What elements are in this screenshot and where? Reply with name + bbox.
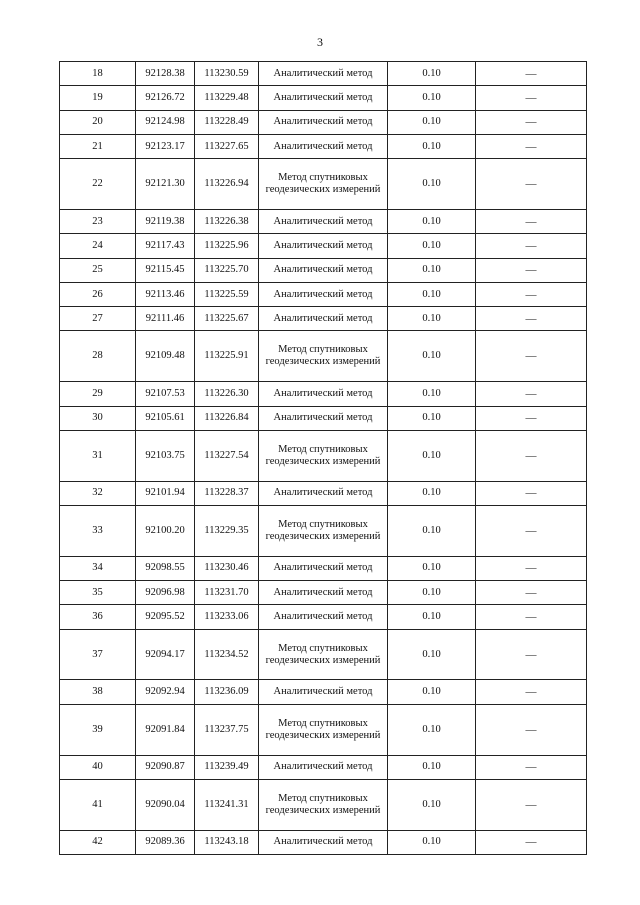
precision-cell: 0.10 [388, 382, 476, 406]
x-coordinate-cell: 92119.38 [136, 209, 195, 233]
note-cell: — [476, 830, 587, 854]
note-cell: — [476, 282, 587, 306]
y-coordinate-cell: 113241.31 [195, 779, 259, 830]
point-number-cell: 20 [60, 110, 136, 134]
x-coordinate-cell: 92090.04 [136, 779, 195, 830]
note-cell: — [476, 331, 587, 382]
y-coordinate-cell: 113230.46 [195, 556, 259, 580]
y-coordinate-cell: 113226.38 [195, 209, 259, 233]
method-cell: Метод спутниковых геодезических измерений [259, 629, 388, 680]
y-coordinate-cell: 113226.94 [195, 159, 259, 210]
table-row [60, 258, 587, 282]
x-coordinate-cell: 92090.87 [136, 755, 195, 779]
y-coordinate-cell: 113226.30 [195, 382, 259, 406]
precision-cell: 0.10 [388, 406, 476, 430]
y-coordinate-cell: 113239.49 [195, 755, 259, 779]
note-cell: — [476, 704, 587, 755]
precision-cell: 0.10 [388, 134, 476, 158]
x-coordinate-cell: 92100.20 [136, 505, 195, 556]
point-number-cell: 28 [60, 331, 136, 382]
note-cell: — [476, 605, 587, 629]
x-coordinate-cell: 92109.48 [136, 331, 195, 382]
note-cell: — [476, 430, 587, 481]
x-coordinate-cell: 92128.38 [136, 62, 195, 86]
y-coordinate-cell: 113236.09 [195, 680, 259, 704]
precision-cell: 0.10 [388, 680, 476, 704]
point-number-cell: 40 [60, 755, 136, 779]
point-number-cell: 34 [60, 556, 136, 580]
note-cell: — [476, 62, 587, 86]
precision-cell: 0.10 [388, 282, 476, 306]
precision-cell: 0.10 [388, 159, 476, 210]
note-cell: — [476, 505, 587, 556]
y-coordinate-cell: 113225.59 [195, 282, 259, 306]
table-row [60, 581, 587, 605]
note-cell: — [476, 481, 587, 505]
table-row [60, 382, 587, 406]
y-coordinate-cell: 113227.54 [195, 430, 259, 481]
note-cell: — [476, 134, 587, 158]
precision-cell: 0.10 [388, 830, 476, 854]
y-coordinate-cell: 113243.18 [195, 830, 259, 854]
note-cell: — [476, 234, 587, 258]
x-coordinate-cell: 92094.17 [136, 629, 195, 680]
x-coordinate-cell: 92089.36 [136, 830, 195, 854]
method-cell: Аналитический метод [259, 134, 388, 158]
method-cell: Аналитический метод [259, 556, 388, 580]
method-cell: Аналитический метод [259, 282, 388, 306]
point-number-cell: 39 [60, 704, 136, 755]
y-coordinate-cell: 113230.59 [195, 62, 259, 86]
point-number-cell: 33 [60, 505, 136, 556]
point-number-cell: 36 [60, 605, 136, 629]
x-coordinate-cell: 92101.94 [136, 481, 195, 505]
x-coordinate-cell: 92126.72 [136, 86, 195, 110]
note-cell: — [476, 209, 587, 233]
point-number-cell: 22 [60, 159, 136, 210]
x-coordinate-cell: 92095.52 [136, 605, 195, 629]
precision-cell: 0.10 [388, 505, 476, 556]
precision-cell: 0.10 [388, 209, 476, 233]
note-cell: — [476, 110, 587, 134]
precision-cell: 0.10 [388, 110, 476, 134]
y-coordinate-cell: 113229.48 [195, 86, 259, 110]
table-row [60, 86, 587, 110]
note-cell: — [476, 406, 587, 430]
method-cell: Аналитический метод [259, 307, 388, 331]
method-cell: Аналитический метод [259, 382, 388, 406]
table-row [60, 62, 587, 86]
table-row [60, 830, 587, 854]
method-cell: Аналитический метод [259, 581, 388, 605]
table-row [60, 234, 587, 258]
method-cell: Аналитический метод [259, 209, 388, 233]
x-coordinate-cell: 92092.94 [136, 680, 195, 704]
table-row [60, 159, 587, 210]
x-coordinate-cell: 92124.98 [136, 110, 195, 134]
y-coordinate-cell: 113225.67 [195, 307, 259, 331]
precision-cell: 0.10 [388, 556, 476, 580]
y-coordinate-cell: 113228.37 [195, 481, 259, 505]
method-cell: Метод спутниковых геодезических измерений [259, 159, 388, 210]
y-coordinate-cell: 113233.06 [195, 605, 259, 629]
table-row [60, 505, 587, 556]
table-row [60, 680, 587, 704]
x-coordinate-cell: 92115.45 [136, 258, 195, 282]
y-coordinate-cell: 113229.35 [195, 505, 259, 556]
table-row [60, 406, 587, 430]
x-coordinate-cell: 92121.30 [136, 159, 195, 210]
precision-cell: 0.10 [388, 779, 476, 830]
x-coordinate-cell: 92111.46 [136, 307, 195, 331]
point-number-cell: 24 [60, 234, 136, 258]
point-number-cell: 31 [60, 430, 136, 481]
precision-cell: 0.10 [388, 430, 476, 481]
y-coordinate-cell: 113226.84 [195, 406, 259, 430]
method-cell: Аналитический метод [259, 86, 388, 110]
page-number: 3 [317, 35, 323, 49]
point-number-cell: 30 [60, 406, 136, 430]
y-coordinate-cell: 113228.49 [195, 110, 259, 134]
table-row [60, 629, 587, 680]
table-row [60, 704, 587, 755]
table-row [60, 209, 587, 233]
point-number-cell: 18 [60, 62, 136, 86]
method-cell: Аналитический метод [259, 605, 388, 629]
method-cell: Метод спутниковых геодезических измерений [259, 331, 388, 382]
precision-cell: 0.10 [388, 307, 476, 331]
y-coordinate-cell: 113225.96 [195, 234, 259, 258]
method-cell: Метод спутниковых геодезических измерений [259, 779, 388, 830]
coordinates-table [59, 61, 587, 855]
x-coordinate-cell: 92123.17 [136, 134, 195, 158]
x-coordinate-cell: 92117.43 [136, 234, 195, 258]
precision-cell: 0.10 [388, 481, 476, 505]
method-cell: Аналитический метод [259, 258, 388, 282]
point-number-cell: 25 [60, 258, 136, 282]
table-row [60, 430, 587, 481]
table-row [60, 110, 587, 134]
note-cell: — [476, 382, 587, 406]
point-number-cell: 42 [60, 830, 136, 854]
point-number-cell: 41 [60, 779, 136, 830]
x-coordinate-cell: 92107.53 [136, 382, 195, 406]
method-cell: Аналитический метод [259, 481, 388, 505]
note-cell: — [476, 779, 587, 830]
precision-cell: 0.10 [388, 258, 476, 282]
y-coordinate-cell: 113234.52 [195, 629, 259, 680]
table-row [60, 134, 587, 158]
table-row [60, 755, 587, 779]
x-coordinate-cell: 92096.98 [136, 581, 195, 605]
point-number-cell: 26 [60, 282, 136, 306]
point-number-cell: 21 [60, 134, 136, 158]
note-cell: — [476, 159, 587, 210]
y-coordinate-cell: 113225.91 [195, 331, 259, 382]
y-coordinate-cell: 113225.70 [195, 258, 259, 282]
precision-cell: 0.10 [388, 704, 476, 755]
table-row [60, 307, 587, 331]
method-cell: Метод спутниковых геодезических измерений [259, 430, 388, 481]
method-cell: Аналитический метод [259, 234, 388, 258]
point-number-cell: 29 [60, 382, 136, 406]
precision-cell: 0.10 [388, 331, 476, 382]
note-cell: — [476, 680, 587, 704]
table-row [60, 282, 587, 306]
point-number-cell: 23 [60, 209, 136, 233]
method-cell: Метод спутниковых геодезических измерений [259, 505, 388, 556]
x-coordinate-cell: 92105.61 [136, 406, 195, 430]
point-number-cell: 35 [60, 581, 136, 605]
precision-cell: 0.10 [388, 605, 476, 629]
note-cell: — [476, 258, 587, 282]
note-cell: — [476, 755, 587, 779]
precision-cell: 0.10 [388, 86, 476, 110]
table-row [60, 331, 587, 382]
x-coordinate-cell: 92113.46 [136, 282, 195, 306]
y-coordinate-cell: 113227.65 [195, 134, 259, 158]
point-number-cell: 38 [60, 680, 136, 704]
precision-cell: 0.10 [388, 581, 476, 605]
method-cell: Аналитический метод [259, 406, 388, 430]
y-coordinate-cell: 113231.70 [195, 581, 259, 605]
precision-cell: 0.10 [388, 629, 476, 680]
method-cell: Аналитический метод [259, 62, 388, 86]
table-row [60, 605, 587, 629]
x-coordinate-cell: 92091.84 [136, 704, 195, 755]
note-cell: — [476, 581, 587, 605]
point-number-cell: 19 [60, 86, 136, 110]
method-cell: Аналитический метод [259, 830, 388, 854]
point-number-cell: 27 [60, 307, 136, 331]
method-cell: Аналитический метод [259, 755, 388, 779]
x-coordinate-cell: 92103.75 [136, 430, 195, 481]
precision-cell: 0.10 [388, 234, 476, 258]
note-cell: — [476, 629, 587, 680]
method-cell: Аналитический метод [259, 110, 388, 134]
table-row [60, 779, 587, 830]
note-cell: — [476, 307, 587, 331]
note-cell: — [476, 86, 587, 110]
precision-cell: 0.10 [388, 755, 476, 779]
table-body [60, 62, 587, 855]
method-cell: Метод спутниковых геодезических измерений [259, 704, 388, 755]
note-cell: — [476, 556, 587, 580]
precision-cell: 0.10 [388, 62, 476, 86]
table-row [60, 556, 587, 580]
point-number-cell: 37 [60, 629, 136, 680]
point-number-cell: 32 [60, 481, 136, 505]
method-cell: Аналитический метод [259, 680, 388, 704]
table-row [60, 481, 587, 505]
x-coordinate-cell: 92098.55 [136, 556, 195, 580]
y-coordinate-cell: 113237.75 [195, 704, 259, 755]
